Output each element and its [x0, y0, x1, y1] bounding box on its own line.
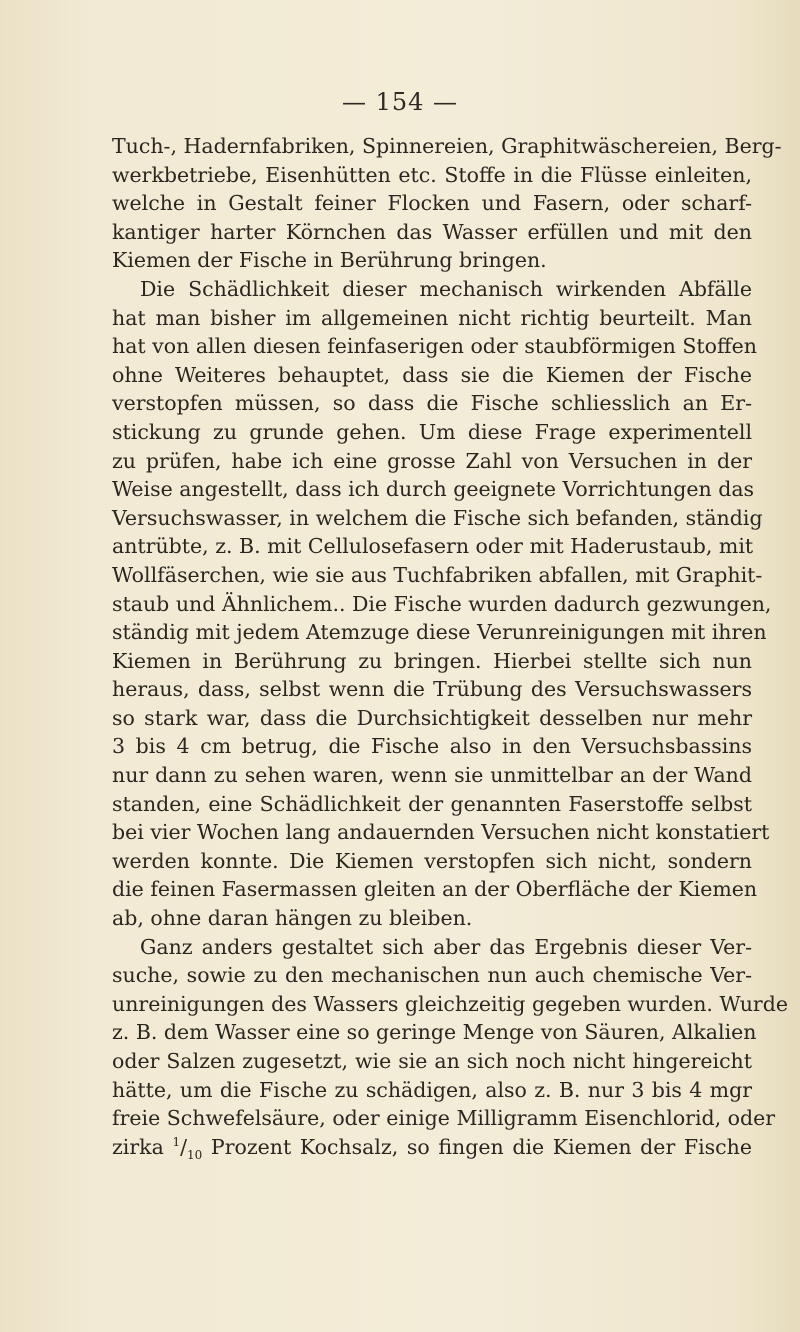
text-line: werden konnte. Die Kiemen verstopfen sich nicht, sondern: [112, 848, 752, 873]
text-line: ohne Weiteres behauptet, dass sie die Kiemen der Fische: [112, 362, 752, 387]
text-line: Kiemen in Berührung zu bringen. Hierbei stellte sich nun: [112, 648, 752, 673]
text-line: verstopfen müssen, so dass die Fische schliesslich an Er-: [112, 391, 752, 416]
text-line: heraus, dass, selbst wenn die Trübung des Versuchswassers: [112, 677, 752, 702]
text-line: kantiger harter Körnchen das Wasser erfüllen und mit den: [112, 219, 752, 244]
body-text: [112, 132, 788, 1162]
text-line: staub und Ähnlichem.. Die Fische wurden dadurch gezwungen,: [112, 591, 772, 616]
text-line: Tuch-, Hadernfabriken, Spinnereien, Graphitwäschereien, Berg-: [112, 134, 782, 158]
text-line: suche, sowie zu den mechanischen nun auch chemische Ver-: [112, 963, 752, 988]
text-line: antrübte, z. B. mit Cellulosefasern oder mit Haderustaub, mit: [112, 534, 754, 559]
page-number: — 154 —: [341, 88, 459, 116]
text-line: nur dann zu sehen waren, wenn sie unmittelbar an der Wand: [112, 763, 752, 788]
text-line: welche in Gestalt feiner Flocken und Fasern, oder scharf-: [112, 191, 752, 216]
text-line: Ganz anders gestaltet sich aber das Ergebnis dieser Ver-: [140, 934, 752, 959]
text-line: werkbetriebe, Eisenhütten etc. Stoffe in die Flüsse einleiten,: [112, 162, 752, 187]
paragraph-1: [112, 132, 782, 275]
text-line: standen, eine Schädlichkeit der genannten Faserstoffe selbst: [112, 791, 752, 816]
text-line: stickung zu grunde gehen. Um diese Frage experimentell: [112, 419, 752, 444]
fraction-one-tenth: $^1/_{10}$: [172, 1134, 203, 1162]
text-line: 3 bis 4 cm betrug, die Fische also in den Versuchsbassins: [112, 734, 752, 759]
text-line: Versuchswasser, in welchem die Fische sich befanden, ständig: [112, 505, 763, 530]
line-start: zirka: [112, 1134, 173, 1159]
text-line: die feinen Fasermassen gleiten an der Oberfläche der Kiemen: [112, 877, 758, 902]
text-line: Kiemen der Fische in Berührung bringen.: [112, 248, 547, 273]
text-line: hat man bisher im allgemeinen nicht richtig beurteilt. Man: [112, 305, 752, 330]
text-line: unreinigungen des Wassers gleichzeitig gegeben wurden. Wurde: [112, 991, 788, 1016]
paragraph-2: [112, 275, 772, 933]
text-line: Wollfäserchen, wie sie aus Tuchfabriken abfallen, mit Graphit-: [112, 562, 763, 587]
paragraph-3: [112, 933, 788, 1162]
text-line: freie Schwefelsäure, oder einige Milligramm Eisenchlorid, oder: [112, 1106, 776, 1131]
fraction-denominator: 10: [187, 1147, 203, 1162]
text-line: ab, ohne daran hängen zu bleiben.: [112, 906, 473, 931]
text-line: hat von allen diesen feinfaserigen oder staubförmigen Stoffen: [112, 334, 757, 359]
text-line: bei vier Wochen lang andauernden Versuchen nicht konstatiert: [112, 820, 770, 845]
text-line: hätte, um die Fische zu schädigen, also z. B. nur 3 bis 4 mgr: [112, 1077, 752, 1102]
text-line: ständig mit jedem Atemzuge diese Verunreinigungen mit ihren: [112, 620, 767, 645]
fraction-numerator: 1: [172, 1134, 181, 1149]
line-end: Prozent Kochsalz, so fingen die Kiemen der Fische: [202, 1134, 752, 1159]
text-line: zu prüfen, habe ich eine grosse Zahl von Versuchen in der: [112, 448, 752, 473]
text-line-with-fraction: [112, 1133, 752, 1162]
text-line: z. B. dem Wasser eine so geringe Menge von Säuren, Alkalien: [112, 1020, 757, 1045]
text-line: so stark war, dass die Durchsichtigkeit desselben nur mehr: [112, 705, 752, 730]
text-line: Die Schädlichkeit dieser mechanisch wirkenden Abfälle: [140, 276, 752, 301]
text-line: oder Salzen zugesetzt, wie sie an sich noch nicht hingereicht: [112, 1049, 752, 1073]
text-line: Weise angestellt, dass ich durch geeignete Vorrichtungen das: [112, 477, 755, 502]
